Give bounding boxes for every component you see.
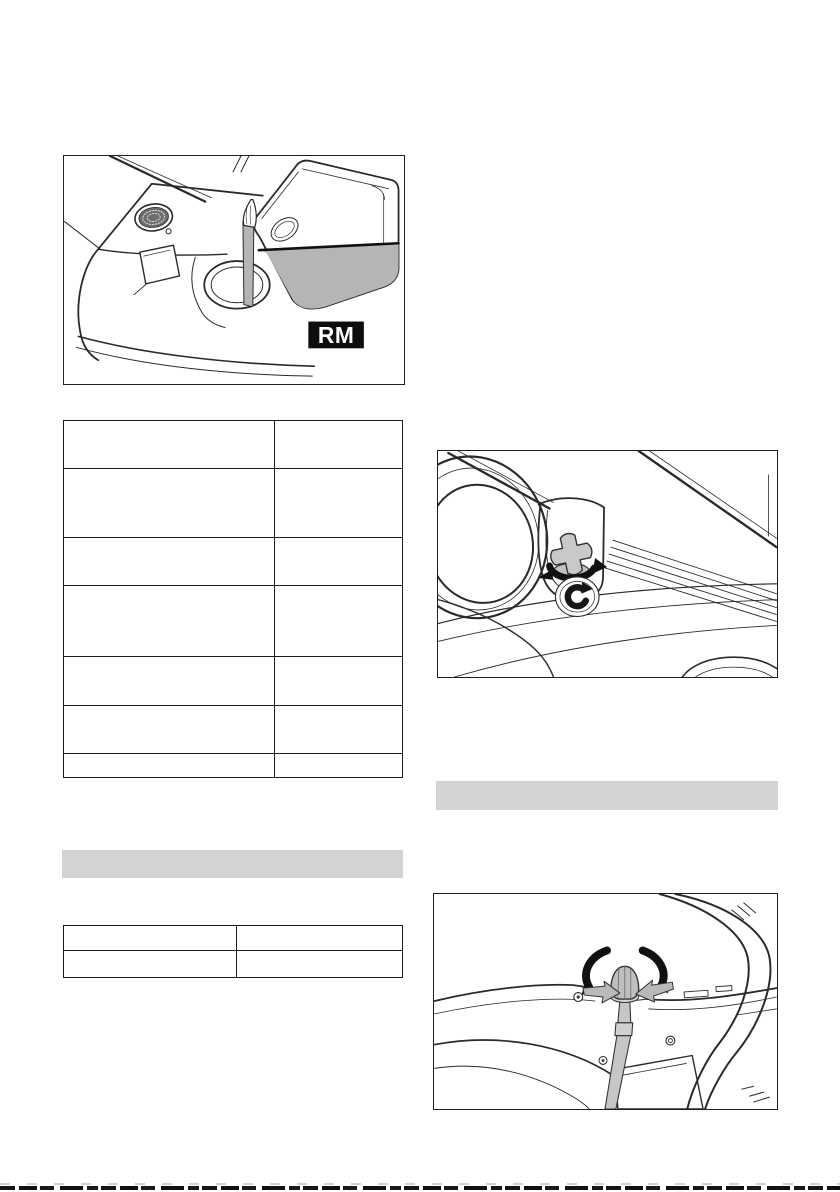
- table-row: [64, 538, 403, 586]
- table-cell: [275, 754, 403, 778]
- detergent-badge: [308, 322, 364, 349]
- rotation-symbol-icon: [555, 577, 599, 617]
- table-cell: [237, 926, 403, 951]
- table-cell: [64, 926, 237, 951]
- table-row: [64, 586, 403, 657]
- tank-cap-ring: [438, 451, 564, 634]
- dosing-knob-illustration: [438, 451, 777, 677]
- press-right-arrow-icon: [636, 980, 674, 1002]
- table-cell: [275, 657, 403, 706]
- table-cell: [64, 706, 275, 754]
- table-row: [64, 951, 403, 978]
- screw-icon: [574, 993, 583, 1002]
- figure-fill-detergent-tank: [63, 155, 405, 385]
- table-row: [64, 926, 403, 951]
- liquid-fill: [260, 242, 399, 308]
- table-cell: [64, 754, 275, 778]
- table-cell: [275, 706, 403, 754]
- figure-dosing-knob: [437, 450, 778, 678]
- liquid-stream: [243, 221, 254, 306]
- strainer-icon: [133, 202, 174, 234]
- table-row: [64, 657, 403, 706]
- screw-icon: [599, 1056, 607, 1064]
- handlebar-knob-illustration: [434, 894, 777, 1109]
- fill-detergent-illustration: [64, 156, 404, 384]
- table-row: [64, 469, 403, 538]
- figure-handlebar-knob: [433, 893, 778, 1110]
- table-cell: [275, 421, 403, 469]
- detergent-dosage-table: [63, 420, 403, 778]
- adjustment-knob: [611, 966, 639, 1002]
- section-heading-bar-right: [436, 781, 778, 810]
- table-cell: [275, 538, 403, 586]
- section-heading-bar-left: [62, 850, 403, 878]
- table-row: [64, 706, 403, 754]
- handle-recess: [134, 245, 180, 295]
- detergent-badge-label: RM: [317, 321, 355, 348]
- table-cell: [275, 586, 403, 657]
- table-cell: [237, 951, 403, 978]
- settings-table: [63, 925, 403, 978]
- table-cell: [275, 469, 403, 538]
- table-cell: [64, 951, 237, 978]
- table-row: [64, 421, 403, 469]
- page-scan-edge: [0, 1183, 840, 1191]
- detergent-canister: [243, 161, 398, 309]
- table-cell: [64, 657, 275, 706]
- table-cell: [64, 586, 275, 657]
- table-cell: [64, 421, 275, 469]
- table-row: [64, 754, 403, 778]
- screw-icon: [666, 1036, 675, 1045]
- table-cell: [64, 469, 275, 538]
- table-cell: [64, 538, 275, 586]
- filler-hole: [204, 261, 269, 309]
